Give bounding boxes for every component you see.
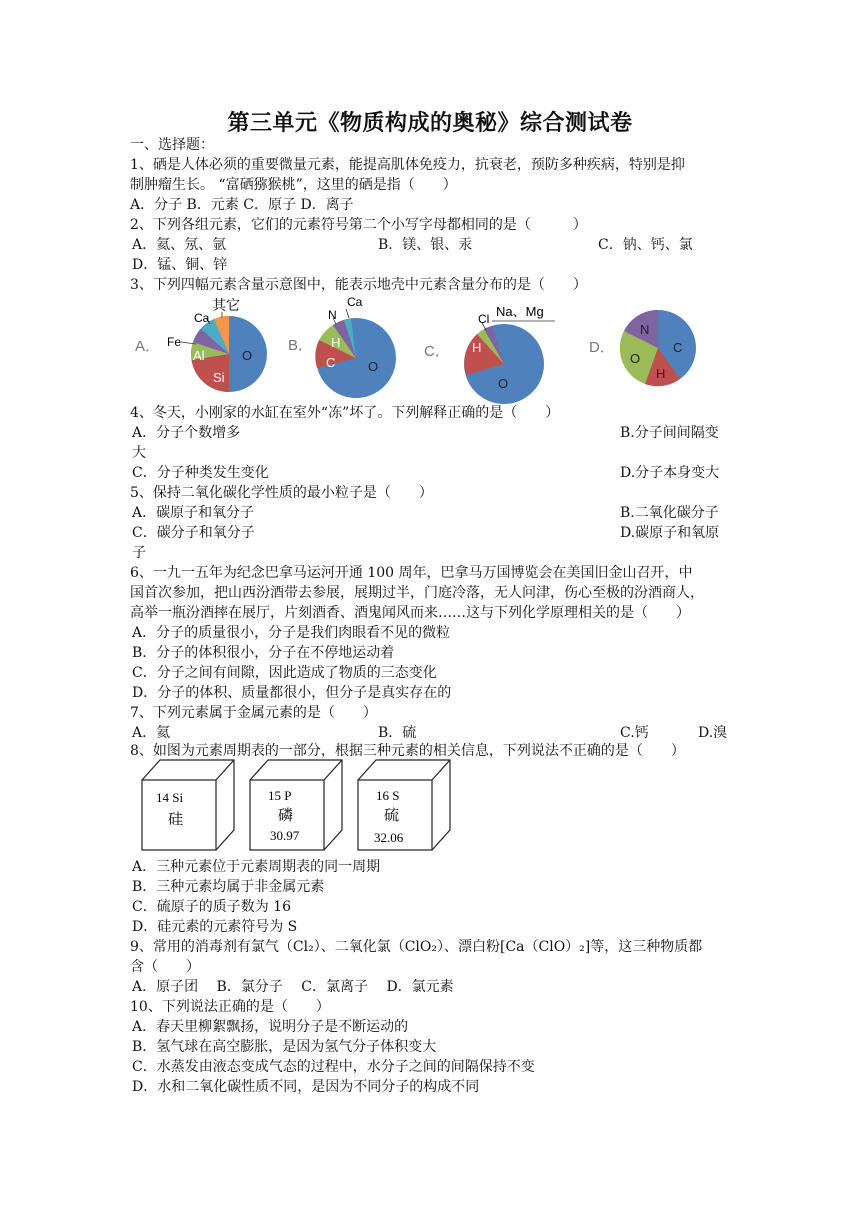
element-cell-si bbox=[142, 760, 234, 850]
cell-s-head: 16 S bbox=[376, 788, 400, 803]
element-cell-s bbox=[358, 760, 450, 850]
pie-a-label-ca: Ca bbox=[194, 311, 210, 325]
q2-stem: 2、下列各组元素，它们的元素符号第二个小写字母都相同的是（ ） bbox=[130, 217, 587, 233]
q7-stem: 7、下列元素属于金属元素的是（ ） bbox=[130, 705, 377, 721]
q10-option-a: A．春天里柳絮飘扬，说明分子是不断运动的 bbox=[132, 1019, 409, 1035]
q9-stem-line1: 9、常用的消毒剂有氯气（Cl₂）、二氧化氯（ClO₂）、漂白粉[Ca（ClO）₂]等，这三种物质都 bbox=[130, 939, 703, 955]
pie-b-label-n: N bbox=[328, 308, 337, 322]
q6-stem-line1: 6、一九一五年为纪念巴拿马运河开通 100 周年，巴拿马万国博览会在美国旧金山召开，中 bbox=[130, 565, 693, 581]
cell-p-head: 15 P bbox=[268, 788, 292, 803]
pie-b-option-label: B． bbox=[288, 337, 314, 354]
q10-option-d: D．水和二氧化碳性质不同，是因为不同分子的构成不同 bbox=[132, 1079, 480, 1095]
q8-option-c: C．硫原子的质子数为 16 bbox=[132, 899, 291, 915]
q5-option-b: B.二氧化碳分子 bbox=[620, 505, 719, 521]
cell-si-head: 14 Si bbox=[156, 790, 184, 805]
pie-d-label-o: O bbox=[630, 351, 641, 366]
pie-b-label-ca: Ca bbox=[347, 295, 363, 309]
pie-b-label-o: O bbox=[368, 359, 379, 374]
cell-p-mass: 30.97 bbox=[270, 828, 300, 843]
q7-option-b: B．硫 bbox=[378, 725, 417, 741]
q5-stem: 5、保持二氧化碳化学性质的最小粒子是（ ） bbox=[130, 485, 433, 501]
pie-c-label-cl: Cl bbox=[478, 312, 490, 326]
q5-option-c: C．碳分子和氧分子 bbox=[132, 525, 255, 541]
q7-option-a: A．氦 bbox=[132, 725, 171, 741]
q6-stem-line3: 高举一瓶汾酒摔在展厅，片刻酒香、酒鬼闻风而来……这与下列化学原理相关的是（ ） bbox=[130, 605, 690, 621]
q4-stem: 4、冬天，小刚家的水缸在室外“冻”坏了。下列解释正确的是（ ） bbox=[130, 405, 560, 421]
pie-c bbox=[424, 304, 555, 404]
q10-stem: 10、下列说法正确的是（ ） bbox=[130, 999, 330, 1015]
pie-d-label-h: H bbox=[656, 366, 666, 381]
q6-option-a: A．分子的质量很小，分子是我们肉眼看不见的微粒 bbox=[132, 625, 451, 641]
cell-si-name: 硅 bbox=[168, 810, 184, 828]
pie-a-label-o: O bbox=[242, 348, 253, 363]
pie-a-option-label: A． bbox=[135, 338, 161, 355]
pie-b bbox=[288, 295, 396, 398]
q5-option-d-wrap: 子 bbox=[132, 545, 146, 561]
cell-s-name: 硫 bbox=[384, 806, 400, 824]
pie-c-label-o: O bbox=[498, 376, 509, 391]
pie-a-label-other: 其它 bbox=[212, 298, 240, 314]
q1-stem-line2: 制肿瘤生长。 “富硒猕猴桃”，这里的硒是指（ ） bbox=[130, 177, 457, 193]
pie-b-label-h: H bbox=[331, 335, 341, 350]
q4-option-a: A．分子个数增多 bbox=[132, 425, 241, 441]
pie-d-label-c: C bbox=[673, 340, 683, 355]
q8-option-b: B．三种元素均属于非金属元素 bbox=[132, 879, 325, 895]
q7-option-c: C.钙 bbox=[620, 725, 649, 741]
q6-stem-line2: 国首次参加，把山西汾酒带去参展，展期过半，门庭冷落，无人问津，伤心至极的汾酒商人， bbox=[130, 585, 704, 601]
q2-option-d: D．锰、铜、锌 bbox=[132, 257, 228, 273]
q3-pie-figures bbox=[130, 292, 730, 404]
pie-a bbox=[135, 298, 267, 392]
pie-d-label-n: N bbox=[640, 322, 650, 337]
q9-options: A．原子团 B．氯分子 C．氯离子 D．氯元素 bbox=[132, 979, 454, 995]
q8-stem: 8、如图为元素周期表的一部分，根据三种元素的相关信息，下列说法不正确的是（ ） bbox=[130, 743, 685, 759]
q2-option-b: B．镁、银、汞 bbox=[378, 237, 473, 253]
q5-option-d: D.碳原子和氧原 bbox=[620, 525, 720, 541]
q6-option-b: B．分子的体积很小，分子在不停地运动着 bbox=[132, 645, 395, 661]
section-heading: 一、选择题： bbox=[130, 137, 214, 153]
q2-option-a: A．氦、氖、氩 bbox=[132, 237, 227, 253]
q9-stem-line2: 含（ ） bbox=[130, 959, 200, 975]
q4-option-c: C．分子种类发生变化 bbox=[132, 465, 269, 481]
pie-d-option-label: D． bbox=[589, 339, 615, 356]
pie-c-label-h: H bbox=[472, 340, 482, 355]
cell-s-mass: 32.06 bbox=[374, 830, 404, 845]
q8-option-a: A．三种元素位于元素周期表的同一周期 bbox=[132, 859, 381, 875]
pie-b-label-c: C bbox=[326, 355, 336, 370]
pie-d bbox=[589, 310, 696, 386]
page-title: 第三单元《物质构成的奥秘》综合测试卷 bbox=[227, 111, 633, 136]
q1-options: A．分子 B．元素 C．原子 D．离子 bbox=[130, 197, 354, 213]
q10-option-b: B．氢气球在高空膨胀，是因为氢气分子体积变大 bbox=[132, 1039, 437, 1055]
q5-option-a: A．碳原子和氧分子 bbox=[132, 505, 255, 521]
pie-a-label-si: Si bbox=[213, 370, 225, 385]
q4-option-b-wrap: 大 bbox=[132, 445, 146, 461]
pie-c-label-namg: Na、Mg bbox=[496, 304, 544, 319]
pie-a-label-al: Al bbox=[193, 348, 205, 363]
periodic-table-fragment bbox=[138, 756, 458, 856]
q7-option-d: D.溴 bbox=[698, 725, 728, 741]
q2-option-c: C．钠、钙、氯 bbox=[598, 237, 693, 253]
q8-option-d: D．硅元素的元素符号为 S bbox=[132, 919, 298, 935]
q1-stem-line1: 1、硒是人体必须的重要微量元素，能提高肌体免疫力，抗衰老，预防多种疾病，特别是抑 bbox=[130, 157, 685, 173]
pie-a-label-fe: Fe bbox=[167, 335, 182, 349]
q4-option-d: D.分子本身变大 bbox=[620, 465, 720, 481]
element-cell-p bbox=[250, 760, 342, 850]
q6-option-c: C．分子之间有间隙，因此造成了物质的三态变化 bbox=[132, 665, 437, 681]
cell-p-name: 磷 bbox=[278, 806, 294, 824]
q6-option-d: D．分子的体积、质量都很小，但分子是真实存在的 bbox=[132, 685, 452, 701]
q10-option-c: C．水蒸发由液态变成气态的过程中，水分子之间的间隔保持不变 bbox=[132, 1059, 535, 1075]
q4-option-b: B.分子间间隔变 bbox=[620, 425, 719, 441]
q3-stem: 3、下列四幅元素含量示意图中，能表示地壳中元素含量分布的是（ ） bbox=[130, 277, 587, 293]
pie-c-option-label: C． bbox=[424, 343, 450, 360]
